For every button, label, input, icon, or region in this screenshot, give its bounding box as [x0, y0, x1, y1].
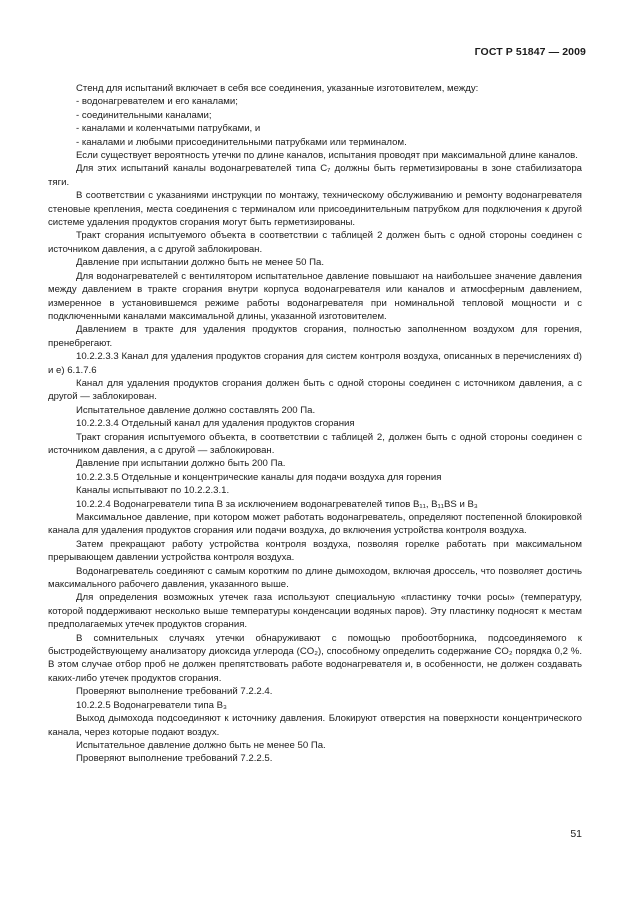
paragraph: Тракт сгорания испытуемого объекта, в соответствии с таблицей 2, должен быть с одной стороны соединен с источником давления, а с другой — заблокирован. — [48, 431, 582, 456]
paragraph: Канал для удаления продуктов сгорания должен быть с одной стороны соединен с источником давления, а с другой — заблокирован. — [48, 377, 582, 403]
paragraph: Каналы испытывают по 10.2.2.3.1. — [76, 485, 230, 497]
paragraph: Проверяют выполнение требований 7.2.2.4. — [76, 686, 273, 698]
paragraph: Для определения возможных утечек газа используют специальную «пластинку точки росы» (температуру, которой поддерживают несколько выше температуры конденсации водяных паров). Эту пластинку подносят к местам предполагаемых утечек продуктов сгорания. — [48, 592, 582, 631]
paragraph: Проверяют выполнение требований 7.2.2.5. — [76, 753, 273, 765]
paragraph: - каналами и коленчатыми патрубками, и — [76, 123, 261, 135]
paragraph: Для этих испытаний каналы водонагревателей типа C₇ должны быть герметизированы в зоне стабилизатора тяги. — [48, 163, 582, 188]
paragraph: Давлением в тракте для удаления продуктов сгорания, полностью заполненном воздухом для горения, пренебрегают. — [48, 324, 582, 349]
paragraph: В соответствии с указаниями инструкции по монтажу, техническому обслуживанию и ремонту водонагревателя стеновые крепления, места соединения с терминалом или присоединительным патрубком для подключения к другой системе удаления продуктов сгорания могут быть герметизированы. — [48, 190, 582, 229]
paragraph: Максимальное давление, при котором может работать водонагреватель, определяют постепенной блокировкой канала для удаления продуктов сгорания или подачи воздуха, до включения устройства контроля воздуха. — [48, 512, 582, 537]
paragraph: Давление при испытании должно быть 200 Па. — [76, 458, 286, 470]
paragraph: 10.2.2.3.4 Отдельный канал для удаления продуктов сгорания — [76, 418, 355, 430]
paragraph: Для водонагревателей с вентилятором испытательное давление повышают на наибольшее значение давления между давлением в тракте сгорания внутри корпуса водонагревателя или каналов и атмосферным давлением, измеренное в установившемся режиме работы водонагревателя при номинальной тепловой мощности и с подключенными каналами максимальной длины, указанной изготовителем. — [48, 270, 582, 322]
paragraph: Стенд для испытаний включает в себя все соединения, указанные изготовителем, между: — [76, 83, 479, 94]
paragraph: - водонагревателем и его каналами; — [76, 96, 238, 108]
paragraph: Испытательное давление должно быть не менее 50 Па. — [76, 739, 326, 751]
paragraph: Водонагреватель соединяют с самым коротким по длине дымоходом, включая дроссель, что позволяет достичь максимального рабочего давления, указанного выше. — [48, 565, 582, 591]
paragraph: 10.2.2.3.5 Отдельные и концентрические каналы для подачи воздуха для горения — [76, 471, 442, 483]
paragraph: 10.2.2.4 Водонагреватели типа B за исключением водонагревателей типов B₁₁, B₁₁BS и B₃ — [76, 498, 478, 510]
paragraph: Давление при испытании должно быть не менее 50 Па. — [76, 257, 324, 269]
paragraph: 10.2.2.3.3 Канал для удаления продуктов сгорания для систем контроля воздуха, описанных в перечислениях d) и e) 6.1.7.6 — [48, 351, 582, 376]
document-body — [48, 82, 582, 766]
paragraph: - каналами и любыми присоединительными патрубками или терминалом. — [76, 136, 407, 148]
paragraph: - соединительными каналами; — [76, 109, 212, 121]
paragraph: Тракт сгорания испытуемого объекта в соответствии с таблицей 2 должен быть с одной стороны соединен с источником давления, а с другой заблокирован. — [48, 230, 582, 255]
paragraph: Затем прекращают работу устройства контроля воздуха, позволяя горелке работать при максимальном прерывающем давлении устройства контроля воздуха. — [48, 538, 582, 564]
paragraph: 10.2.2.5 Водонагреватели типа B₃ — [76, 699, 227, 711]
paragraph: В сомнительных случаях утечки обнаруживают с помощью пробоотборника, подсоединяемого к быстродействующему анализатору диоксида углерода (CO₂), способному определить содержание CO₂ порядка 0,2 %. В этом случае отбор проб не должен препятствовать работе водонагревателя и, в особенности, не должен создавать каких-либо утечек продуктов сгорания. — [48, 632, 582, 684]
standard-header: ГОСТ Р 51847 — 2009 — [474, 46, 586, 58]
paragraph: Испытательное давление должно составлять 200 Па. — [76, 404, 316, 416]
paragraph: Выход дымохода подсоединяют к источнику давления. Блокируют отверстия на поверхности концентрического канала, через которые подают воздух. — [48, 713, 582, 738]
page-number: 51 — [570, 828, 582, 840]
paragraph: Если существует вероятность утечки по длине каналов, испытания проводят при максимальной длине каналов. — [76, 150, 578, 162]
